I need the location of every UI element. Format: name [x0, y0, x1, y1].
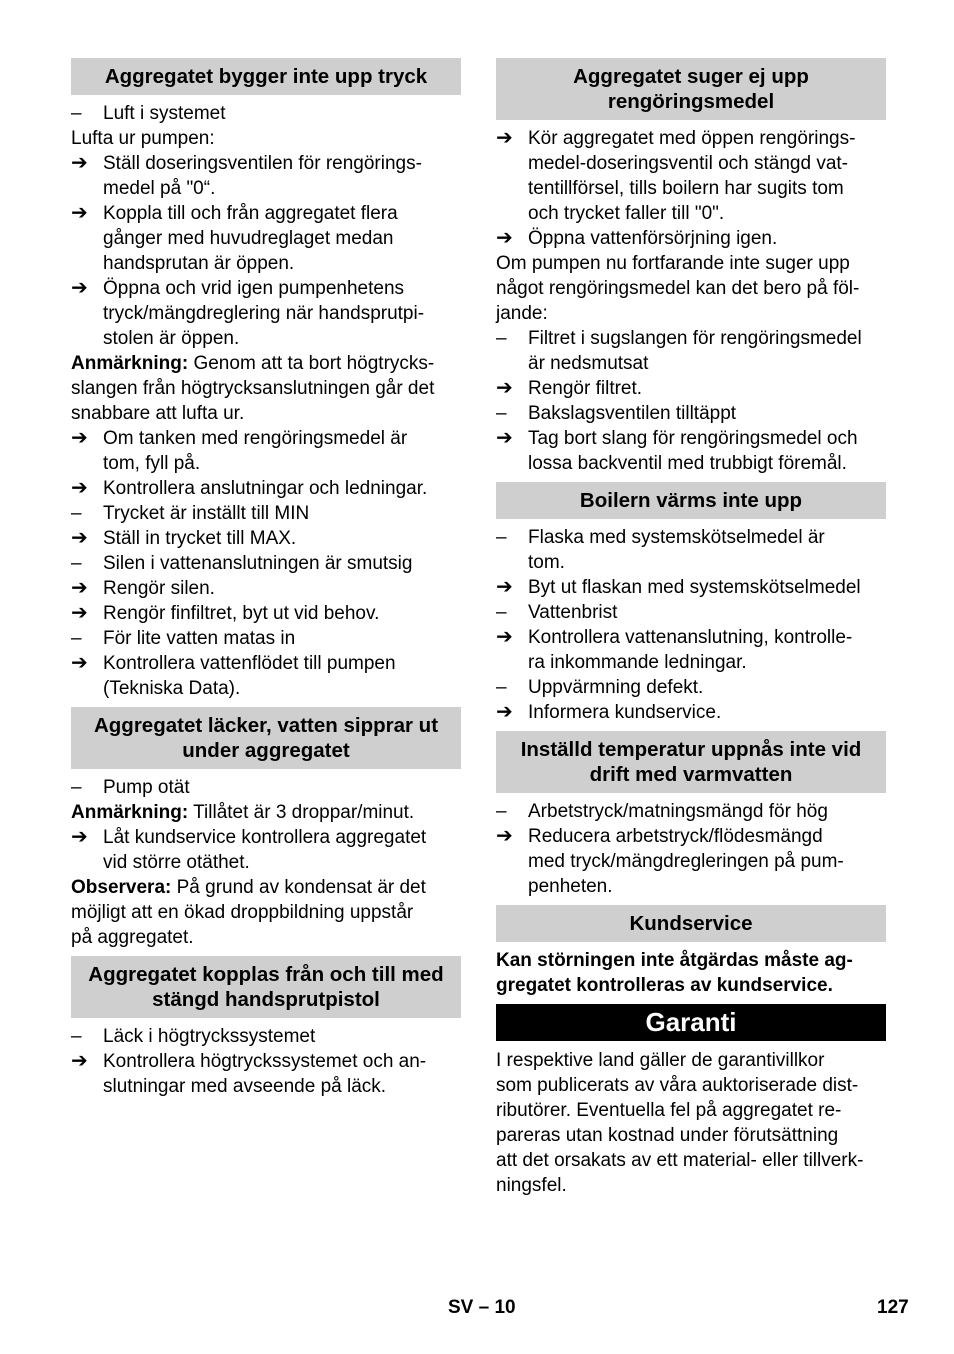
text-line: med tryck/mängdregleringen på pum-: [528, 851, 844, 872]
item-text: [528, 700, 886, 725]
item-text: [103, 151, 461, 201]
text-line: Vattenbrist: [528, 602, 618, 623]
right-sections: [496, 58, 886, 998]
item-text: [528, 799, 886, 824]
item-text: [528, 625, 886, 675]
text-line: [71, 875, 461, 900]
item-text: [103, 1049, 461, 1099]
action-item: [71, 526, 461, 551]
text-line: Arbetstryck/matningsmängd för hög: [528, 801, 828, 822]
left-column: [71, 58, 461, 1105]
right-arrow-icon: ➔: [71, 1050, 88, 1072]
text-line: är nedsmutsat: [528, 353, 649, 374]
action-item: [71, 1049, 461, 1099]
text-line: [71, 351, 461, 376]
text-line: Informera kundservice.: [528, 702, 722, 723]
action-item: [496, 426, 886, 476]
text-line: lossa backventil med trubbigt föremål.: [528, 453, 847, 474]
action-item: [496, 376, 886, 401]
note-paragraph: [71, 875, 461, 950]
text-line: pareras utan kostnad under förutsättning: [496, 1125, 839, 1146]
item-text: [103, 551, 461, 576]
dash-marker: –: [71, 628, 82, 649]
text-line: gregatet kontrolleras av kundservice.: [496, 975, 833, 996]
text-line: jande:: [496, 303, 548, 324]
text-line: Ställ in trycket till MAX.: [103, 528, 297, 549]
item-text: [528, 126, 886, 226]
paragraph: [496, 251, 886, 326]
item-text: [528, 675, 886, 700]
section-heading: Kundservice: [496, 905, 886, 942]
item-text: [528, 824, 886, 899]
item-text: [528, 600, 886, 625]
dash-marker: –: [71, 553, 82, 574]
right-arrow-icon: ➔: [496, 377, 513, 399]
section-heading: Aggregatet bygger inte upp tryck: [71, 58, 461, 95]
text-line: Kontrollera högtryckssystemet och an-: [103, 1051, 427, 1072]
text-line: Kan störningen inte åtgärdas måste ag-: [496, 950, 853, 971]
text-line: och trycket faller till "0".: [528, 203, 725, 224]
cause-item: [496, 401, 886, 426]
right-arrow-icon: ➔: [496, 227, 513, 249]
right-column: [496, 58, 886, 1198]
note-paragraph: [71, 351, 461, 426]
note-text: på aggregatet.: [71, 927, 194, 948]
section: [496, 905, 886, 998]
item-text: [528, 376, 886, 401]
text-line: vid större otäthet.: [103, 852, 250, 873]
action-item: [496, 226, 886, 251]
text-line: [71, 800, 461, 825]
action-item: [496, 126, 886, 226]
item-text: [528, 575, 886, 600]
text-line: ributörer. Eventuella fel på aggregatet re-: [496, 1100, 842, 1121]
item-text: [103, 526, 461, 551]
text-line: (Tekniska Data).: [103, 678, 241, 699]
text-line: tom, fyll på.: [103, 453, 201, 474]
dash-marker: –: [496, 677, 507, 698]
cause-item: [71, 501, 461, 526]
cause-item: [496, 799, 886, 824]
right-arrow-icon: ➔: [496, 701, 513, 723]
item-text: [103, 626, 461, 651]
right-arrow-icon: ➔: [71, 152, 88, 174]
note-text: Genom att ta bort högtrycks-: [188, 353, 435, 374]
right-arrow-icon: ➔: [71, 477, 88, 499]
item-text: [103, 426, 461, 476]
text-line: [71, 925, 461, 950]
action-item: [71, 651, 461, 701]
text-line: För lite vatten matas in: [103, 628, 296, 649]
text-line: handsprutan är öppen.: [103, 253, 295, 274]
item-text: [103, 501, 461, 526]
cause-item: [496, 326, 886, 376]
action-item: [71, 276, 461, 351]
dash-marker: –: [496, 403, 507, 424]
action-item: [71, 426, 461, 476]
note-label: Observera:: [71, 877, 172, 898]
text-line: medel-doseringsventil och stängd vat-: [528, 153, 849, 174]
right-arrow-icon: ➔: [71, 527, 88, 549]
text-line: [71, 376, 461, 401]
right-arrow-icon: ➔: [71, 652, 88, 674]
text-line: Trycket är inställt till MIN: [103, 503, 310, 524]
cause-item: [71, 775, 461, 800]
text-line: Öppna och vrid igen pumpenhetens: [103, 278, 405, 299]
text-line: stolen är öppen.: [103, 328, 240, 349]
text-line: Koppla till och från aggregatet flera: [103, 203, 398, 224]
section-heading: Aggregatet läcker, vatten sipprar ut under aggregatet: [71, 707, 461, 769]
right-arrow-icon: ➔: [496, 427, 513, 449]
right-arrow-icon: ➔: [496, 127, 513, 149]
cause-item: [71, 101, 461, 126]
cause-item: [496, 675, 886, 700]
text-line: ningsfel.: [496, 1175, 567, 1196]
note-text: möjligt att en ökad droppbildning uppstår: [71, 902, 414, 923]
text-line: Tag bort slang för rengöringsmedel och: [528, 428, 858, 449]
text-line: Ställ doseringsventilen för rengörings-: [103, 153, 422, 174]
dash-marker: –: [71, 1026, 82, 1047]
text-line: tryck/mängdreglering när handsprutpi-: [103, 303, 425, 324]
action-item: [71, 476, 461, 501]
text-line: Rengör finfiltret, byt ut vid behov.: [103, 603, 380, 624]
garanti-heading: Garanti: [496, 1004, 886, 1041]
page-footer-label: SV – 10: [448, 1297, 516, 1318]
item-text: [103, 201, 461, 276]
cause-item: [71, 551, 461, 576]
text-line: Kontrollera vattenanslutning, kontrolle-: [528, 627, 853, 648]
section: [496, 482, 886, 725]
text-line: ra inkommande ledningar.: [528, 652, 747, 673]
text-line: I respektive land gäller de garantivillkor: [496, 1050, 825, 1071]
text-line: något rengöringsmedel kan det bero på föl-: [496, 278, 860, 299]
text-line: som publicerats av våra auktoriserade dist-: [496, 1075, 859, 1096]
text-line: Om tanken med rengöringsmedel är: [103, 428, 408, 449]
section: [496, 58, 886, 476]
action-item: [71, 151, 461, 201]
dash-marker: –: [496, 602, 507, 623]
note-label: Anmärkning:: [71, 353, 189, 374]
text-line: penheten.: [528, 876, 613, 897]
text-line: att det orsakats av ett material- eller tillverk-: [496, 1150, 864, 1171]
text-line: Uppvärmning defekt.: [528, 677, 704, 698]
item-text: [528, 326, 886, 376]
text-line: Silen i vattenanslutningen är smutsig: [103, 553, 413, 574]
text-line: Luft i systemet: [103, 103, 226, 124]
text-line: tentillförsel, tills boilern har sugits tom: [528, 178, 844, 199]
paragraph: [71, 126, 461, 151]
text-line: [71, 900, 461, 925]
item-text: [103, 101, 461, 126]
right-arrow-icon: ➔: [496, 626, 513, 648]
cause-item: [496, 525, 886, 575]
section-heading: Boilern värms inte upp: [496, 482, 886, 519]
item-text: [528, 401, 886, 426]
text-line: Kontrollera anslutningar och ledningar.: [103, 478, 428, 499]
text-line: medel på "0“.: [103, 178, 216, 199]
note-text: slangen från högtrycksanslutningen går det: [71, 378, 435, 399]
text-line: Bakslagsventilen tilltäppt: [528, 403, 737, 424]
item-text: [103, 775, 461, 800]
item-text: [103, 476, 461, 501]
section: [71, 707, 461, 950]
action-item: [71, 201, 461, 276]
text-line: Byt ut flaskan med systemskötselmedel: [528, 577, 861, 598]
item-text: [103, 601, 461, 626]
text-line: Flaska med systemskötselmedel är: [528, 527, 825, 548]
section: [496, 731, 886, 899]
right-arrow-icon: ➔: [496, 576, 513, 598]
text-line: [71, 401, 461, 426]
action-item: [496, 625, 886, 675]
item-text: [528, 525, 886, 575]
text-line: Öppna vattenförsörjning igen.: [528, 228, 778, 249]
text-line: Läck i högtryckssystemet: [103, 1026, 316, 1047]
section-heading: Inställd temperatur uppnås inte vid drift med varmvatten: [496, 731, 886, 793]
item-text: [528, 426, 886, 476]
text-line: tom.: [528, 552, 565, 573]
dash-marker: –: [71, 777, 82, 798]
cause-item: [496, 600, 886, 625]
item-text: [103, 576, 461, 601]
item-text: [528, 226, 886, 251]
action-item: [71, 576, 461, 601]
dash-marker: –: [496, 328, 507, 349]
dash-marker: –: [71, 103, 82, 124]
bold-paragraph: [496, 948, 886, 998]
right-arrow-icon: ➔: [71, 577, 88, 599]
action-item: [71, 825, 461, 875]
text-line: Låt kundservice kontrollera aggregatet: [103, 827, 427, 848]
item-text: [103, 276, 461, 351]
garanti-paragraph: [496, 1048, 886, 1198]
action-item: [71, 601, 461, 626]
section: [71, 58, 461, 701]
right-arrow-icon: ➔: [71, 427, 88, 449]
text-line: gånger med huvudreglaget medan: [103, 228, 394, 249]
note-text: snabbare att lufta ur.: [71, 403, 245, 424]
text-line: Reducera arbetstryck/flödesmängd: [528, 826, 823, 847]
text-line: Lufta ur pumpen:: [71, 128, 215, 149]
note-text: På grund av kondensat är det: [171, 877, 426, 898]
right-arrow-icon: ➔: [71, 602, 88, 624]
dash-marker: –: [496, 801, 507, 822]
note-label: Anmärkning:: [71, 802, 189, 823]
text-line: Pump otät: [103, 777, 190, 798]
text-line: Kör aggregatet med öppen rengörings-: [528, 128, 856, 149]
section: [71, 956, 461, 1099]
cause-item: [71, 626, 461, 651]
note-text: Tillåtet är 3 droppar/minut.: [188, 802, 415, 823]
right-arrow-icon: ➔: [496, 825, 513, 847]
note-paragraph: [71, 800, 461, 825]
item-text: [103, 825, 461, 875]
item-text: [103, 651, 461, 701]
action-item: [496, 575, 886, 600]
action-item: [496, 824, 886, 899]
dash-marker: –: [71, 503, 82, 524]
right-arrow-icon: ➔: [71, 826, 88, 848]
dash-marker: –: [496, 527, 507, 548]
section-heading: Aggregatet kopplas från och till med stängd handsprutpistol: [71, 956, 461, 1018]
text-line: Om pumpen nu fortfarande inte suger upp: [496, 253, 850, 274]
item-text: [103, 1024, 461, 1049]
text-line: Filtret i sugslangen för rengöringsmedel: [528, 328, 862, 349]
cause-item: [71, 1024, 461, 1049]
text-line: Rengör silen.: [103, 578, 215, 599]
text-line: Kontrollera vattenflödet till pumpen: [103, 653, 396, 674]
page-number: 127: [877, 1297, 909, 1318]
action-item: [496, 700, 886, 725]
text-line: Rengör filtret.: [528, 378, 643, 399]
section-heading: Aggregatet suger ej upp rengöringsmedel: [496, 58, 886, 120]
right-arrow-icon: ➔: [71, 202, 88, 224]
right-arrow-icon: ➔: [71, 277, 88, 299]
text-line: slutningar med avseende på läck.: [103, 1076, 387, 1097]
